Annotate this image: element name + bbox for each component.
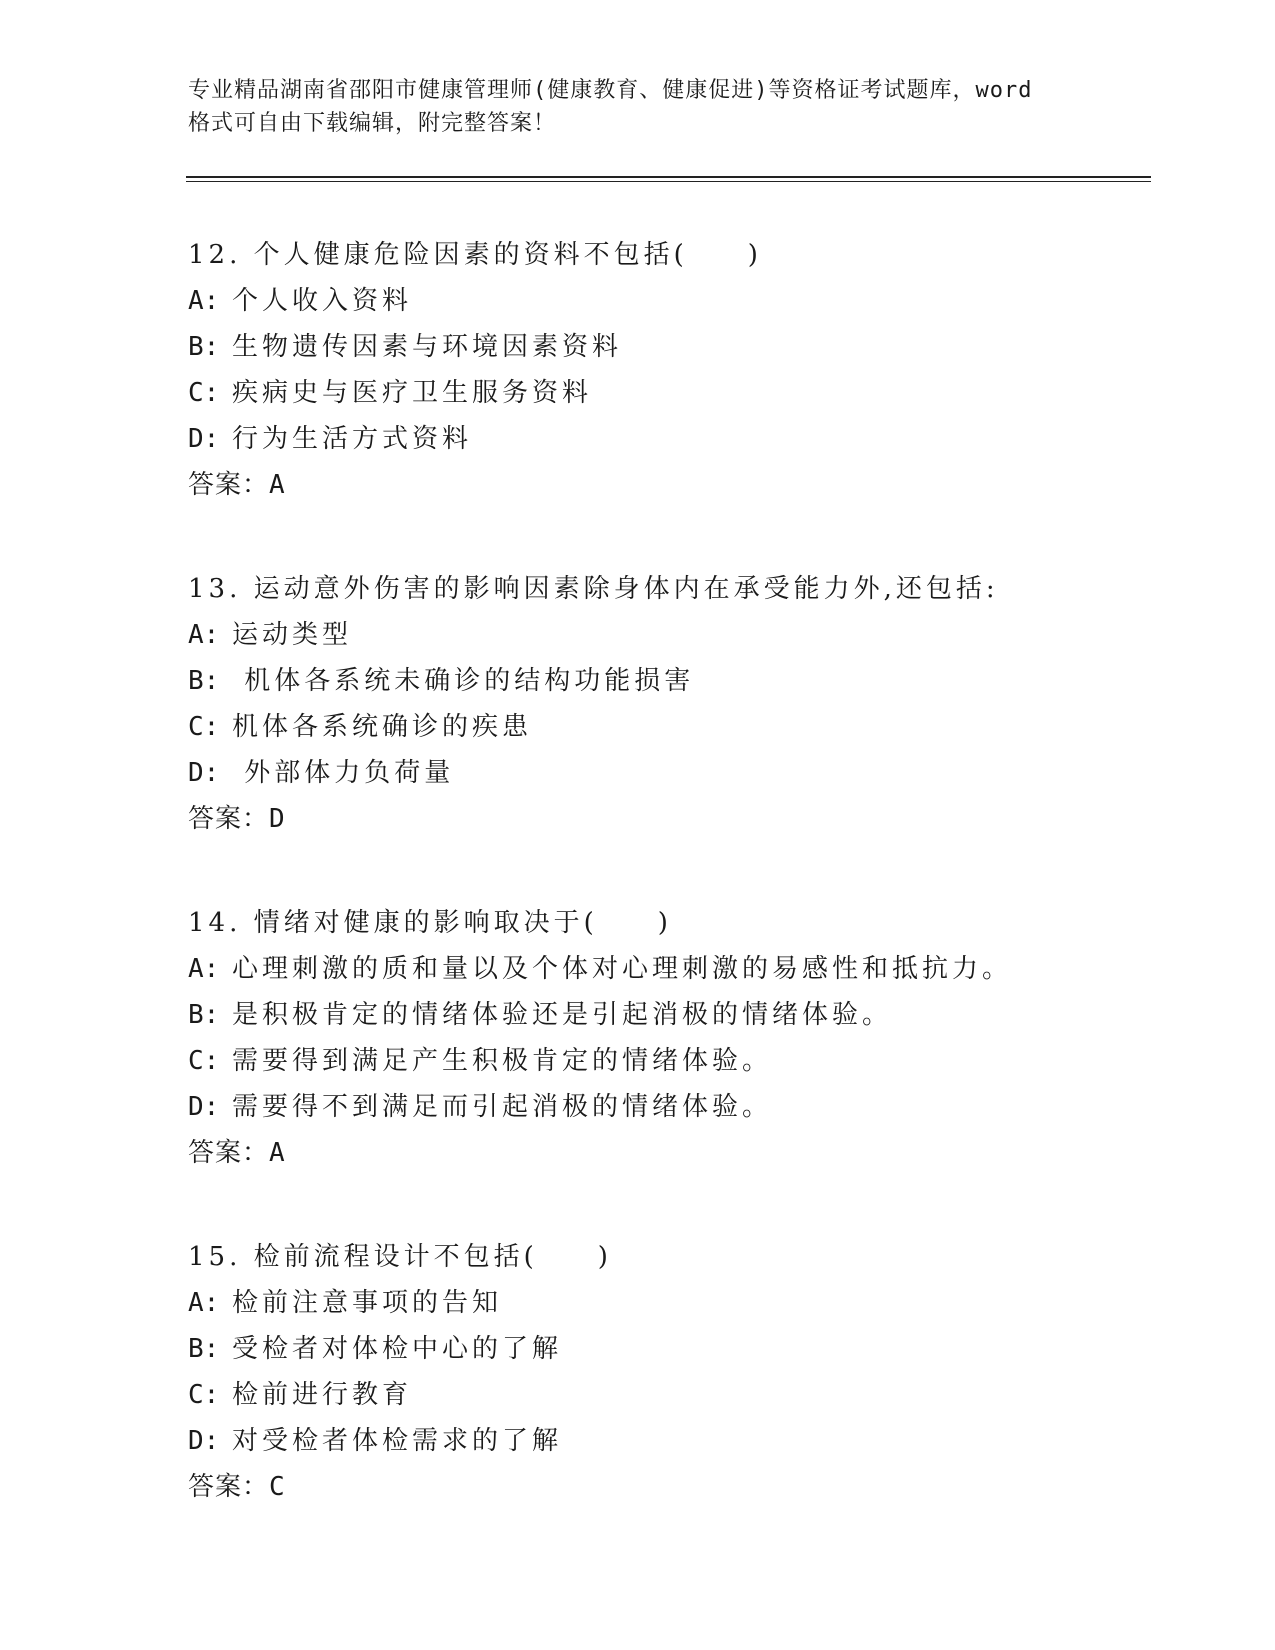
option-text: 疾病史与医疗卫生服务资料 bbox=[232, 378, 593, 408]
option-text: 需要得不到满足而引起消极的情绪体验。 bbox=[232, 1092, 773, 1122]
option-b bbox=[188, 324, 1168, 370]
option-d bbox=[188, 750, 1168, 796]
option-c bbox=[188, 704, 1168, 750]
option-text: 机体各系统确诊的疾患 bbox=[232, 712, 533, 742]
option-text: 对受检者体检需求的了解 bbox=[232, 1426, 563, 1456]
option-text: 受检者对体检中心的了解 bbox=[232, 1334, 563, 1364]
option-a bbox=[188, 1280, 1168, 1326]
header-divider-thin bbox=[186, 181, 1151, 182]
option-b bbox=[188, 658, 1168, 704]
answer-value: A bbox=[269, 1138, 286, 1168]
answer-label: 答案： bbox=[188, 1138, 270, 1168]
option-a bbox=[188, 946, 1168, 992]
option-d bbox=[188, 1418, 1168, 1464]
question-item bbox=[188, 232, 1168, 508]
header-line-1: 专业精品湖南省邵阳市健康管理师(健康教育、健康促进)等资格证考试题库，word bbox=[188, 78, 1033, 103]
option-text: 检前进行教育 bbox=[232, 1380, 413, 1410]
option-key: A: bbox=[188, 286, 220, 316]
option-a bbox=[188, 612, 1168, 658]
option-key: C: bbox=[188, 712, 220, 742]
answer-line bbox=[188, 796, 1168, 842]
option-b bbox=[188, 1326, 1168, 1372]
question-stem: 15. 检前流程设计不包括( ) bbox=[188, 1242, 612, 1272]
option-text: 个人收入资料 bbox=[232, 286, 413, 316]
option-text: 生物遗传因素与环境因素资料 bbox=[232, 332, 623, 362]
question-item bbox=[188, 566, 1168, 842]
option-text: 运动类型 bbox=[232, 620, 353, 650]
answer-line bbox=[188, 462, 1168, 508]
option-text: 检前注意事项的告知 bbox=[232, 1288, 503, 1318]
question-stem: 12. 个人健康危险因素的资料不包括( ) bbox=[188, 240, 762, 270]
option-key: B: bbox=[188, 332, 220, 362]
option-key: D: bbox=[188, 1092, 220, 1122]
option-text: 是积极肯定的情绪体验还是引起消极的情绪体验。 bbox=[232, 1000, 893, 1030]
answer-label: 答案： bbox=[188, 1472, 270, 1502]
option-text: 机体各系统未确诊的结构功能损害 bbox=[232, 666, 695, 696]
option-key: B: bbox=[188, 666, 220, 696]
option-text: 行为生活方式资料 bbox=[232, 424, 473, 454]
option-text: 需要得到满足产生积极肯定的情绪体验。 bbox=[232, 1046, 773, 1076]
option-key: A: bbox=[188, 620, 220, 650]
answer-label: 答案： bbox=[188, 470, 270, 500]
answer-value: A bbox=[269, 470, 286, 500]
option-key: D: bbox=[188, 1426, 220, 1456]
answer-value: D bbox=[269, 804, 286, 834]
option-b bbox=[188, 992, 1168, 1038]
option-text: 心理刺激的质和量以及个体对心理刺激的易感性和抵抗力。 bbox=[232, 954, 1013, 984]
option-key: C: bbox=[188, 1380, 220, 1410]
option-key: D: bbox=[188, 424, 220, 454]
option-key: D: bbox=[188, 758, 220, 788]
option-d bbox=[188, 1084, 1168, 1130]
option-c bbox=[188, 1038, 1168, 1084]
question-stem: 14. 情绪对健康的影响取决于( ) bbox=[188, 908, 672, 938]
answer-label: 答案： bbox=[188, 804, 270, 834]
option-c bbox=[188, 1372, 1168, 1418]
option-key: A: bbox=[188, 954, 220, 984]
option-d bbox=[188, 416, 1168, 462]
option-key: C: bbox=[188, 1046, 220, 1076]
option-key: C: bbox=[188, 378, 220, 408]
header-line-2: 格式可自由下载编辑，附完整答案！ bbox=[188, 111, 557, 136]
option-a bbox=[188, 278, 1168, 324]
question-stem: 13. 运动意外伤害的影响因素除身体内在承受能力外,还包括: bbox=[188, 574, 999, 604]
question-item bbox=[188, 1234, 1168, 1510]
document-header bbox=[188, 74, 1088, 140]
option-c bbox=[188, 370, 1168, 416]
option-key: B: bbox=[188, 1334, 220, 1364]
header-divider bbox=[186, 176, 1151, 178]
option-key: B: bbox=[188, 1000, 220, 1030]
question-list bbox=[188, 232, 1168, 1568]
answer-line bbox=[188, 1464, 1168, 1510]
question-item bbox=[188, 900, 1168, 1176]
option-key: A: bbox=[188, 1288, 220, 1318]
answer-value: C bbox=[269, 1472, 286, 1502]
option-text: 外部体力负荷量 bbox=[232, 758, 455, 788]
answer-line bbox=[188, 1130, 1168, 1176]
